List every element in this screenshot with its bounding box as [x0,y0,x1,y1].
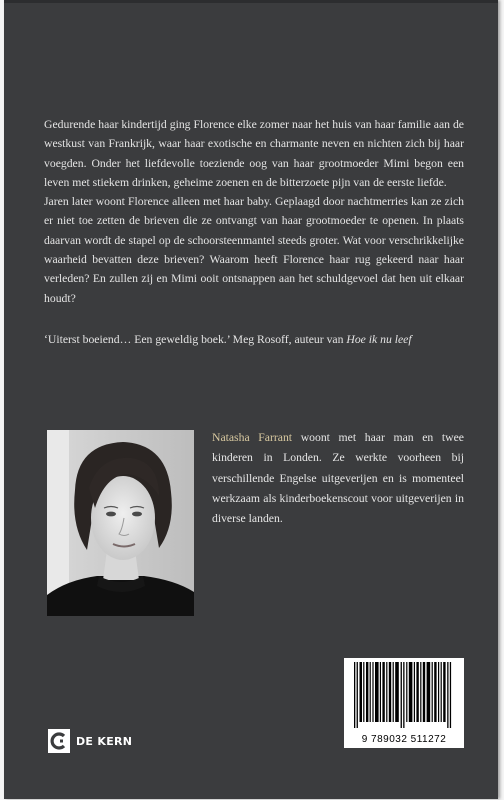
blurb-paragraph-1: Gedurende haar kindertijd ging Florence elke zomer naar het huis van haar familie aan de westkust van Frankrijk, waar haar exotische en charmante neven en nichten zich bij haar voegden. Onder het liefdevolle toeziende oog van haar grootmoeder Mimi begon een leven met stiekem drinken, geheime zoenen en de bitterzoete pijn van de eerste liefde. [44,118,464,189]
quote-book-title: Hoe ik nu leef [346,333,412,346]
author-bio [212,428,464,529]
blurb [44,115,464,308]
isbn-barcode [344,658,464,748]
barcode-bars [344,658,464,730]
publisher-logo [48,729,132,753]
isbn-number: 9 789032 511272 [361,734,447,745]
blurb-paragraph-2: Jaren later woont Florence alleen met haar baby. Geplaagd door nachtmerries kan ze zich er niet toe zetten de brieven die ze ontvangt van haar grootmoeder te openen. In plaats daarvan wordt de stapel op de schoorsteenmantel steeds groter. Wat voor verschrikkelijke waarheid bevatten deze brieven? Waarom heeft Florence haar rug gekeerd naar haar verleden? En zullen zij en Mimi ooit ontsnappen aan het schuldgevoel dat hen uit elkaar houdt? [44,195,464,305]
author-bio-text: woont met haar man en twee kinderen in Londen. Ze werkte voorheen bij verschillende Engelse uitgeverijen en is momenteel werkzaam als kinderboekenscout voor uitgeverijen in diverse landen. [212,431,464,526]
author-name: Natasha Farrant [212,431,293,444]
quote-text: ‘Uiterst boeiend… Een geweldig boek.’ Meg Rosoff, auteur van [44,333,347,346]
publisher-name: DE KERN [76,734,133,748]
book-back-cover [4,0,498,799]
author-photo [47,430,194,616]
review-quote [44,333,474,346]
author-portrait-image [47,430,194,616]
publisher-logo-icon [48,729,70,753]
